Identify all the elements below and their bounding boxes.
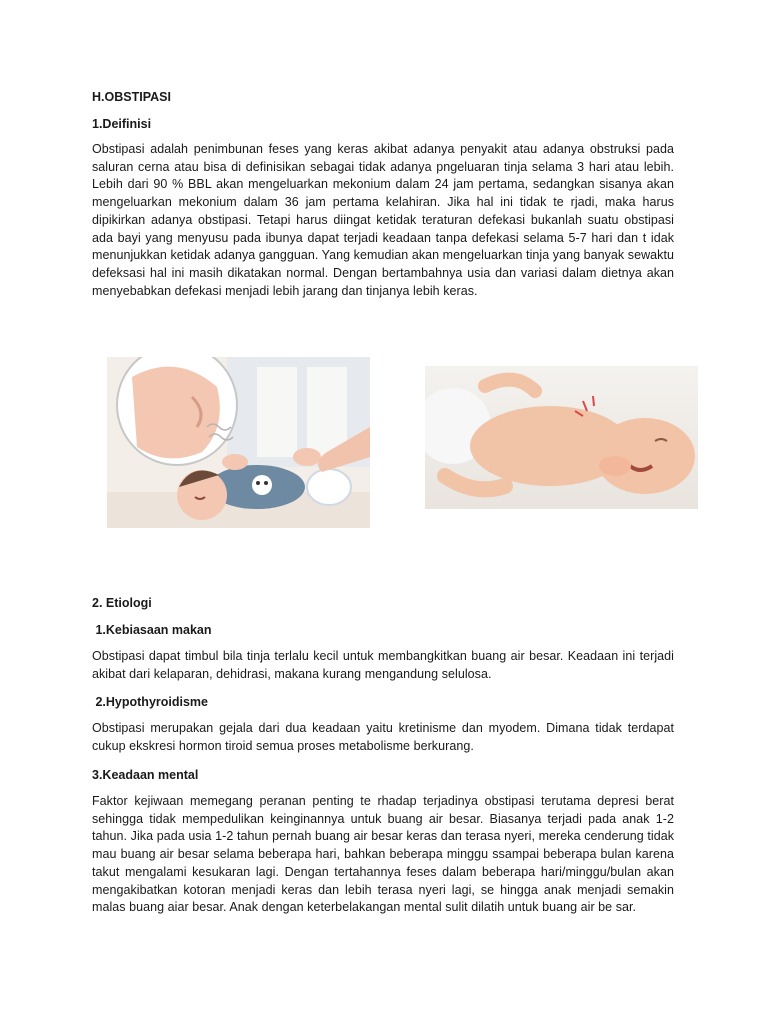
section-heading-definisi: 1.Deifinisi: [92, 117, 152, 131]
subheading-keadaan-mental: 3.Keadaan mental: [92, 768, 199, 782]
subheading-hypothyroidisme: 2.Hypothyroidisme: [92, 695, 208, 709]
crying-baby-photo: [425, 366, 698, 509]
section-heading-etiologi: 2. Etiologi: [92, 596, 152, 610]
page-title: H.OBSTIPASI: [92, 90, 171, 104]
subheading-kebiasaan-makan: 1.Kebiasaan makan: [92, 623, 212, 637]
definisi-paragraph: Obstipasi adalah penimbunan feses yang keras akibat adanya penyakit atau adanya obstruksi pada saluran cerna atau bisa di definisikan sebagai tidak adanya pngeluaran tinja selama 3 hari atau lebih. Lebih dari 90 % BBL akan mengeluarkan mekonium dalam 24 jam pertama, sedangkan sisanya akan mengeluarkan mekonium dalam 36 jam pertama kelahiran. Jika hal ini tidak te rjadi, maka harus dipikirkan adanya obstipasi. Tetapi harus diingat ketidak teraturan defekasi bukanlah suatu obstipasi ada bayi yang menyusu pada ibunya dapat terjadi keadaan tanpa defekasi selama 5-7 hari dan t idak menunjukkan ketidak adanya gangguan. Yang kemudian akan mengeluarkan tinja yang banyak sewaktu defeksasi hal ini masih dikatakan normal. Dengan bertambahnya usia dan variasi dalam dietnya akan menyebabkan defekasi menjadi lebih jarang dan tinjanya lebih keras.: [92, 142, 674, 298]
baby-diaper-illustration-svg: [107, 357, 370, 528]
hypothyroidisme-paragraph: Obstipasi merupakan gejala dari dua keadaan yaitu kretinisme dan myodem. Dimana tidak terdapat cukup ekskresi hormon tiroid semua proses metabolisme berkurang.: [92, 721, 674, 753]
baby-diaper-illustration: [107, 357, 370, 528]
crying-baby-photo-svg: [425, 366, 698, 509]
kebiasaan-makan-paragraph: Obstipasi dapat timbul bila tinja terlalu kecil untuk membangkitkan buang air besar. Keadaan ini terjadi akibat dari kelaparan, dehidrasi, makana kurang mengandung selulosa.: [92, 649, 674, 681]
keadaan-mental-paragraph: Faktor kejiwaan memegang peranan penting te rhadap terjadinya obstipasi terutama depresi berat sehingga tidak mempedulikan keinginannya untuk buang air besar. Biasanya terjadi pada anak 1-2 tahun. Jika pada usia 1-2 tahun pernah buang air besar keras dan terasa nyeri, mereka cenderung tidak mau buang air besar selama beberapa hari, bahkan beberapa minggu ssampai beberapa bulan karena takut mengalami kesukaran lagi. Dengan tertahannya feses dalam beberapa hari/minggu/bulan akan mengakibatkan kotoran menjadi keras dan lebih terasa nyeri lagi, se hingga anak menjadi semakin malas buang aiar besar. Anak dengan keterbelakangan mental sulit dilatih untuk buang air be sar.: [92, 794, 674, 915]
